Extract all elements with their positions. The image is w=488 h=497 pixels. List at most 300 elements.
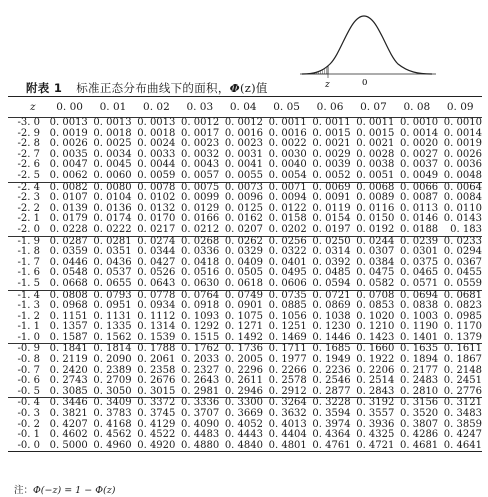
value-cell: 0. 0040 [268,159,307,171]
value-cell: 0. 0475 [356,267,395,279]
value-cell: 0. 3557 [356,408,395,420]
value-cell: 0. 0934 [137,300,176,312]
value-cell: 0. 0027 [400,148,439,160]
value-cell: 0. 0107 [49,192,88,204]
header-col: 0. 02 [143,101,170,113]
value-cell: 0. 0228 [49,223,88,235]
value-cell: 0. 2578 [268,375,307,387]
value-cell: 0. 0014 [443,127,482,139]
value-cell: 0. 1314 [137,321,176,333]
value-cell: 0. 3228 [312,397,351,409]
value-cell: 0. 0091 [312,192,351,204]
value-cell: 0. 0116 [356,202,395,214]
value-cell: 0. 0068 [356,181,395,193]
value-cell: 0. 0655 [93,277,132,289]
value-cell: 0. 0409 [224,256,263,268]
value-cell: 0. 4052 [224,418,263,430]
value-cell: 0. 0582 [356,277,395,289]
value-cell: 0. 0174 [93,213,132,225]
z-cell: -3. 0 [17,117,40,128]
value-cell: 0. 2776 [443,385,482,397]
value-cell: 0. 0018 [93,127,132,139]
value-cell: 0. 0274 [137,235,176,247]
value-cell: 0. 0643 [137,277,176,289]
value-cell: 0. 1112 [137,310,176,322]
value-cell: 0. 1711 [268,343,307,355]
value-cell: 0. 2090 [93,354,132,366]
value-cell: 0. 0078 [137,181,176,193]
value-cell: 0. 0021 [312,138,351,150]
value-cell: 0. 2119 [49,354,88,366]
value-cell: 0. 0708 [356,289,395,301]
z-cell: -1. 8 [17,246,40,258]
value-cell: 0. 2148 [443,364,482,376]
value-cell: 0. 0033 [137,148,176,160]
value-cell: 0. 0367 [443,256,482,268]
value-cell: 0. 0401 [268,256,307,268]
value-cell: 0. 0188 [400,223,439,235]
value-cell: 0. 0014 [400,127,439,139]
z-cell: -1. 5 [17,277,40,289]
value-cell: 0. 4721 [356,439,395,451]
value-cell: 0. 0384 [356,256,395,268]
value-cell: 0. 3121 [443,397,482,409]
value-cell: 0. 4602 [49,429,88,441]
table-body [8,117,482,451]
z-cell: -1. 4 [17,289,40,301]
value-cell: 0. 0985 [443,310,482,322]
value-cell: 0. 0010 [400,117,439,128]
value-cell: 0. 0080 [93,181,132,193]
value-cell: 0. 1841 [49,343,88,355]
value-cell: 0. 0344 [137,246,176,258]
value-cell: 0. 0485 [312,267,351,279]
row-group [8,343,482,397]
value-cell: 0. 4364 [312,429,351,441]
value-cell: 0. 2709 [93,375,132,387]
value-cell: 0. 3156 [400,397,439,409]
value-cell: 0. 0170 [137,213,176,225]
value-cell: 0. 2643 [181,375,220,387]
footnote-formula: Φ(−z) = 1 − Φ(z) [33,485,116,496]
value-cell: 0. 0034 [93,148,132,160]
value-cell: 0. 0094 [268,192,307,204]
value-cell: 0. 1660 [356,343,395,355]
value-cell: 0. 0059 [137,169,176,181]
value-cell: 0. 0262 [224,235,263,247]
value-cell: 0. 1515 [181,331,220,343]
value-cell: 0. 2005 [224,354,263,366]
value-cell: 0. 2946 [224,385,263,397]
value-cell: 0. 0268 [181,235,220,247]
value-cell: 0. 0018 [137,127,176,139]
value-cell: 0. 0012 [181,117,220,128]
row-group [8,397,482,451]
value-cell: 0. 0202 [268,223,307,235]
value-cell: 0. 0150 [356,213,395,225]
value-cell: 0. 0630 [181,277,220,289]
table-label: 附表 1 [26,81,63,95]
value-cell: 0. 2177 [400,364,439,376]
value-cell: 0. 1230 [312,321,351,333]
table-row [8,171,482,182]
value-cell: 0. 4207 [49,418,88,430]
z-cell: -0. 1 [17,429,40,441]
value-cell: 0. 0158 [268,213,307,225]
value-cell: 0. 0028 [356,148,395,160]
value-cell: 0. 3264 [268,397,307,409]
header-col: 0. 06 [316,101,344,113]
value-cell: 0. 0129 [181,202,220,214]
value-cell: 0. 3783 [93,408,132,420]
z-cell: -2. 5 [17,169,40,181]
value-cell: 0. 2546 [312,375,351,387]
value-cell: 0. 4960 [93,439,132,451]
value-cell: 0. 0104 [93,192,132,204]
value-cell: 0. 2877 [312,385,351,397]
value-cell: 0. 2327 [181,364,220,376]
row-group [8,290,482,344]
z-cell: -0. 9 [17,343,40,355]
value-cell: 0. 0055 [224,169,263,181]
value-cell: 0. 2514 [356,375,395,387]
value-cell: 0. 0012 [224,117,263,128]
value-cell: 0. 183 [450,223,482,235]
value-cell: 0. 0162 [224,213,263,225]
value-cell: 0. 2451 [443,375,482,387]
value-cell: 0. 0062 [49,169,88,181]
value-cell: 0. 3807 [400,418,439,430]
z-cell: -0. 6 [17,375,40,387]
value-cell: 0. 0044 [137,159,176,171]
value-cell: 0. 4761 [312,439,351,451]
value-cell: 0. 0016 [268,127,307,139]
value-cell: 0. 0069 [312,181,351,193]
value-cell: 0. 4920 [137,439,176,451]
value-cell: 0. 1093 [181,310,220,322]
table-title [26,80,268,96]
value-cell: 0. 3483 [443,408,482,420]
value-cell: 0. 2843 [356,385,395,397]
value-cell: 0. 0166 [181,213,220,225]
z-cell: -0. 7 [17,364,40,376]
value-cell: 0. 0392 [312,256,351,268]
value-cell: 0. 0808 [49,289,88,301]
value-cell: 0. 2236 [312,364,351,376]
value-cell: 0. 0047 [49,159,88,171]
table-row [8,387,482,398]
value-cell: 0. 2358 [137,364,176,376]
value-cell: 0. 0036 [443,159,482,171]
value-cell: 0. 0066 [400,181,439,193]
value-cell: 0. 0418 [181,256,220,268]
bottom-rule [8,451,482,452]
value-cell: 0. 0256 [268,235,307,247]
table-row [8,333,482,344]
value-cell: 0. 0548 [49,267,88,279]
value-cell: 0. 1867 [443,354,482,366]
value-cell: 0. 0885 [268,300,307,312]
value-cell: 0. 0901 [224,300,263,312]
value-cell: 0. 4840 [224,439,263,451]
value-cell: 0. 2206 [356,364,395,376]
z-cell: -1. 1 [17,321,40,333]
value-cell: 0. 0694 [400,289,439,301]
value-cell: 0. 0455 [443,267,482,279]
value-cell: 0. 1379 [443,331,482,343]
value-cell: 0. 0244 [356,235,395,247]
value-cell: 0. 4325 [356,429,395,441]
value-cell: 0. 1922 [356,354,395,366]
value-cell: 0. 0023 [181,138,220,150]
value-cell: 0. 0075 [181,181,220,193]
value-cell: 0. 2912 [268,385,307,397]
value-cell: 0. 2296 [224,364,263,376]
value-cell: 0. 0222 [93,223,132,235]
value-cell: 0. 4801 [268,439,307,451]
value-cell: 0. 0869 [312,300,351,312]
value-cell: 0. 3409 [93,397,132,409]
phi-symbol: Φ [229,81,240,95]
value-cell: 0. 3821 [49,408,88,420]
value-cell: 0. 1446 [312,331,351,343]
value-cell: 0. 0207 [224,223,263,235]
value-cell: 0. 0057 [181,169,220,181]
value-cell: 0. 3669 [224,408,263,420]
table-row [8,118,482,129]
value-cell: 0. 0192 [356,223,395,235]
value-cell: 0. 3372 [137,397,176,409]
value-cell: 0. 3050 [93,385,132,397]
z-cell: -0. 4 [17,397,40,409]
value-cell: 0. 1587 [49,331,88,343]
value-cell: 0. 0011 [268,117,307,128]
value-cell: 0. 1423 [356,331,395,343]
value-cell: 0. 2033 [181,354,220,366]
z-cell: -1. 2 [17,310,40,322]
value-cell: 0. 3745 [137,408,176,420]
z-cell: -0. 3 [17,408,40,420]
value-cell: 0. 5000 [49,439,88,451]
value-cell: 0. 0054 [268,169,307,181]
z-cell: -2. 7 [17,148,40,160]
z-cell: -0. 8 [17,354,40,366]
value-cell: 0. 0495 [268,267,307,279]
value-cell: 0. 1075 [224,310,263,322]
value-cell: 0. 0082 [49,181,88,193]
value-cell: 0. 2389 [93,364,132,376]
header-col: 0. 00 [56,101,83,113]
header-col: 0. 08 [403,101,431,113]
table-row [8,441,482,452]
value-cell: 0. 0505 [224,267,263,279]
value-cell: 0. 0446 [49,256,88,268]
value-cell: 0. 1949 [312,354,351,366]
value-cell: 0. 0084 [443,192,482,204]
value-cell: 0. 0031 [224,148,263,160]
header-z: z [30,101,36,113]
value-cell: 0. 0087 [400,192,439,204]
value-cell: 0. 0030 [268,148,307,160]
value-cell: 0. 2981 [181,385,220,397]
value-cell: 0. 0011 [312,117,351,128]
value-cell: 0. 1038 [312,310,351,322]
value-cell: 0. 2676 [137,375,176,387]
value-cell: 0. 0023 [224,138,263,150]
value-cell: 0. 0233 [443,235,482,247]
value-cell: 0. 0029 [312,148,351,160]
value-cell: 0. 0051 [356,169,395,181]
header-col: 0. 07 [360,101,387,113]
value-cell: 0. 1020 [356,310,395,322]
value-cell: 0. 0026 [49,138,88,150]
value-cell: 0. 0132 [137,202,176,214]
footnote [14,482,115,496]
value-cell: 0. 0778 [137,289,176,301]
value-cell: 0. 1492 [224,331,263,343]
z-label: z [325,80,330,90]
value-cell: 0. 0764 [181,289,220,301]
value-cell: 0. 0017 [181,127,220,139]
z-cell: -0. 2 [17,418,40,430]
value-cell: 0. 3974 [312,418,351,430]
value-cell: 0. 0021 [356,138,395,150]
value-cell: 0. 0217 [137,223,176,235]
z-cell: -1. 6 [17,267,40,279]
value-cell: 0. 0038 [356,159,395,171]
value-cell: 0. 4013 [268,418,307,430]
footnote-prefix: 注： [14,485,34,496]
value-cell: 0. 0294 [443,246,482,258]
z-cell: -2. 8 [17,138,40,150]
value-cell: 0. 0102 [137,192,176,204]
table-title-text: 标准正态分布曲线下的面积， [76,81,230,95]
value-cell: 0. 1170 [443,321,482,333]
value-cell: 0. 4641 [443,439,482,451]
value-cell: 0. 0823 [443,300,482,312]
value-cell: 0. 3632 [268,408,307,420]
value-cell: 0. 1271 [224,321,263,333]
value-cell: 0. 0537 [93,267,132,279]
value-cell: 0. 0212 [181,223,220,235]
value-cell: 0. 4443 [224,429,263,441]
value-cell: 0. 3446 [49,397,88,409]
normal-distribution-table [8,96,482,452]
value-cell: 0. 0359 [49,246,88,258]
value-cell: 0. 3936 [356,418,395,430]
value-cell: 0. 0073 [224,181,263,193]
z-cell: -1. 0 [17,331,40,343]
phi-argument: (z) [239,81,256,95]
value-cell: 0. 1335 [93,321,132,333]
value-cell: 0. 0013 [93,117,132,128]
value-cell: 0. 1736 [224,343,263,355]
value-cell: 0. 0110 [443,202,482,214]
value-cell: 0. 0143 [443,213,482,225]
value-cell: 0. 0071 [268,181,307,193]
value-cell: 0. 0281 [93,235,132,247]
z-cell: -2. 2 [17,202,40,214]
value-cell: 0. 0853 [356,300,395,312]
value-cell: 0. 2061 [137,354,176,366]
value-cell: 0. 4404 [268,429,307,441]
value-cell: 0. 1151 [49,310,88,322]
header-col: 0. 09 [446,101,474,113]
value-cell: 0. 0019 [49,127,88,139]
value-cell: 0. 0064 [443,181,482,193]
value-cell: 0. 1539 [137,331,176,343]
value-cell: 0. 3707 [181,408,220,420]
value-cell: 0. 0465 [400,267,439,279]
value-cell: 0. 1788 [137,343,176,355]
z-cell: -2. 4 [17,181,40,193]
value-cell: 0. 1562 [93,331,132,343]
value-cell: 0. 0096 [224,192,263,204]
value-cell: 0. 0015 [312,127,351,139]
value-cell: 0. 0013 [49,117,88,128]
value-cell: 0. 4168 [93,418,132,430]
value-cell: 0. 3594 [312,408,351,420]
value-cell: 0. 0749 [224,289,263,301]
value-cell: 0. 0427 [137,256,176,268]
z-cell: -2. 6 [17,159,40,171]
value-cell: 0. 0516 [181,267,220,279]
value-cell: 0. 3300 [224,397,263,409]
value-cell: 0. 0793 [93,289,132,301]
value-cell: 0. 4286 [400,429,439,441]
z-cell: -2. 9 [17,127,40,139]
value-cell: 0. 0025 [93,138,132,150]
value-cell: 0. 0024 [137,138,176,150]
value-cell: 0. 0375 [400,256,439,268]
value-cell: 0. 2420 [49,364,88,376]
value-cell: 0. 4681 [400,439,439,451]
header-col: 0. 03 [186,101,214,113]
z-cell: -2. 3 [17,192,40,204]
row-group [8,236,482,290]
value-cell: 0. 1762 [181,343,220,355]
table-header-row [8,97,482,117]
value-cell: 0. 3859 [443,418,482,430]
value-cell: 0. 0052 [312,169,351,181]
value-cell: 0. 0113 [400,202,439,214]
value-cell: 0. 1292 [181,321,220,333]
value-cell: 0. 0307 [356,246,395,258]
value-cell: 0. 0526 [137,267,176,279]
value-cell: 0. 2743 [49,375,88,387]
value-cell: 0. 3015 [137,385,176,397]
value-cell: 0. 0336 [181,246,220,258]
value-cell: 0. 0146 [400,213,439,225]
row-group [8,117,482,182]
value-cell: 0. 0351 [93,246,132,258]
value-cell: 0. 4129 [137,418,176,430]
value-cell: 0. 1251 [268,321,307,333]
value-cell: 0. 3336 [181,397,220,409]
row-group [8,182,482,236]
value-cell: 0. 0019 [443,138,482,150]
value-cell: 0. 2611 [224,375,263,387]
header-col: 0. 04 [229,101,257,113]
value-cell: 0. 0329 [224,246,263,258]
value-cell: 0. 2810 [400,385,439,397]
value-cell: 0. 1056 [268,310,307,322]
value-cell: 0. 0037 [400,159,439,171]
value-cell: 0. 0089 [356,192,395,204]
value-cell: 0. 0735 [268,289,307,301]
value-cell: 0. 0045 [93,159,132,171]
value-cell: 0. 0436 [93,256,132,268]
